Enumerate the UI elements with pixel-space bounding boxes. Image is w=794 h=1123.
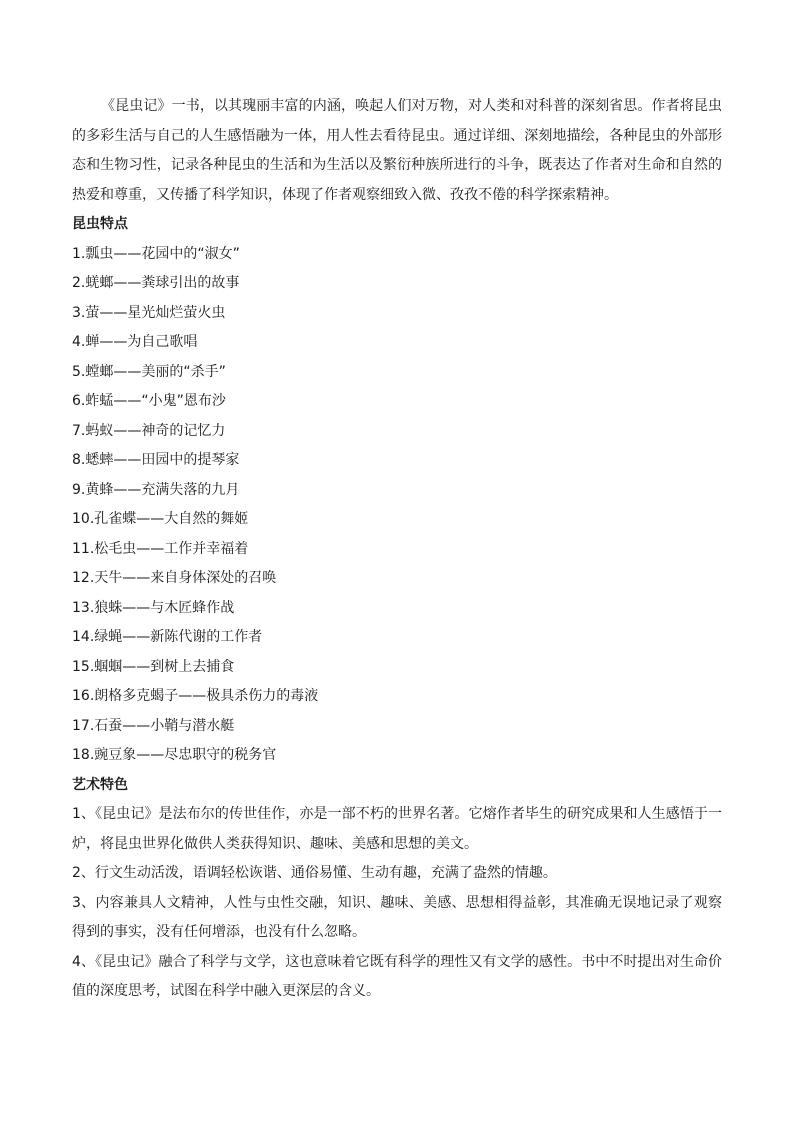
list-item: 1.瓢虫——花园中的“淑女” <box>72 245 240 262</box>
list-item: 8.蟋蟀——田园中的提琴家 <box>72 452 240 468</box>
list-item: 2.蜣螂——粪球引出的故事 <box>72 275 240 291</box>
list-item: 15.蝈蝈——到树上去捕食 <box>72 658 235 675</box>
list-item: 4.蝉——为自己歌唱 <box>72 334 198 350</box>
list-item: 9.黄蜂——充满失落的九月 <box>72 481 240 498</box>
document-page <box>72 92 722 1007</box>
art-paragraph-2: 2、行文生动活泼，语调轻松诙谐、通俗易懂、生动有趣，充满了盎然的情趣。 <box>72 865 557 881</box>
art-paragraph-1: 1、《昆虫记》是法布尔的传世佳作，亦是一部不朽的世界名著。它熔作者毕生的研究成果和人生感悟于一炉，将昆虫世界化做供人类获得知识、趣味、美感和思想的美文。 <box>72 806 722 852</box>
list-item: 11.松毛虫——工作并幸福着 <box>72 540 249 557</box>
intro-paragraph: 《昆虫记》一书，以其瑰丽丰富的内涵，唤起人们对万物，对人类和对科普的深刻省思。作者将昆虫的多彩生活与自己的人生感悟融为一体，用人性去看待昆虫。通过详细、深刻地描绘，各种昆虫的外部形态和生物习性，记录各种昆虫的生活和为生活以及繁衍种族所进行的斗争，既表达了作者对生命和自然的热爱和尊重，又传播了科学知识，体现了作者观察细致入微、孜孜不倦的科学探索精神。 <box>72 98 722 203</box>
list-item: 13.狼蛛——与木匠蜂作战 <box>72 599 235 616</box>
list-item: 10.孔雀蝶——大自然的舞姬 <box>72 511 249 527</box>
list-item: 14.绿蝇——新陈代谢的工作者 <box>72 629 263 645</box>
list-item: 7.蚂蚁——神奇的记忆力 <box>72 422 226 439</box>
art-paragraph-4: 4、《昆虫记》融合了科学与文学，这也意味着它既有科学的理性又有文学的感性。书中不时提出对生命价值的深度思考，试图在科学中融入更深层的含义。 <box>72 953 722 999</box>
list-item: 5.螳螂——美丽的“杀手” <box>72 363 226 380</box>
art-paragraph-3: 3、内容兼具人文精神，人性与虫性交融，知识、趣味、美感、思想相得益彰，其准确无误地记录了观察得到的事实，没有任何增添，也没有什么忽略。 <box>72 894 722 940</box>
list-item: 6.蚱蜢——“小鬼”恩布沙 <box>72 393 226 409</box>
list-item: 17.石蚕——小鞘与潜水艇 <box>72 717 235 734</box>
list-item: 12.天牛——来自身体深处的召唤 <box>72 570 277 586</box>
insect-list <box>72 240 722 771</box>
list-item: 3.萤——星光灿烂萤火虫 <box>72 304 226 321</box>
insects-heading: 昆虫特点 <box>72 216 128 232</box>
list-item: 18.豌豆象——尽忠职守的税务官 <box>72 747 277 763</box>
list-item: 16.朗格多克蝎子——极具杀伤力的毒液 <box>72 688 319 704</box>
art-heading: 艺术特色 <box>72 776 128 793</box>
